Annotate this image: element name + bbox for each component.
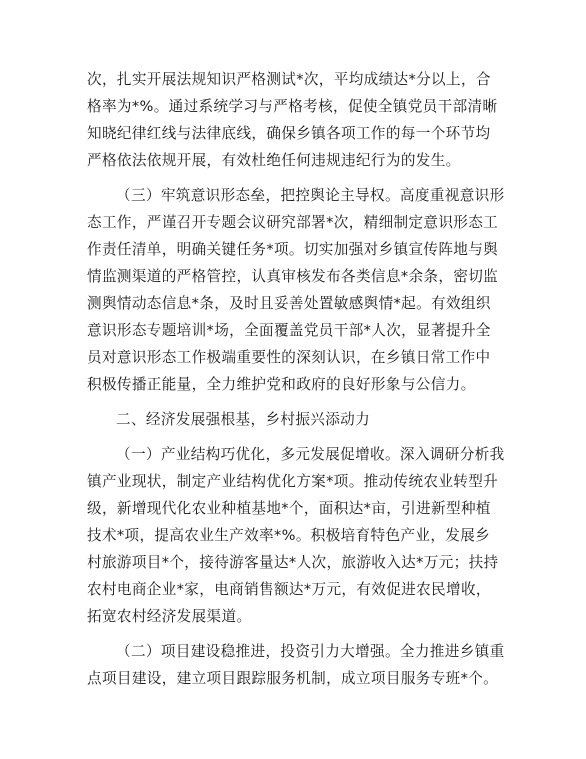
- paragraph-project-construction: （二）项目建设稳推进，投资引力大增强。全力推进乡镇重点项目建设，建立项目跟踪服务机制，成立项目服务专班*个。: [87, 643, 505, 687]
- paragraph-ideology-work: （三）牢筑意识形态垒，把控舆论主导权。高度重视意识形态工作，严谨召开专题会议研究部署*次，精细制定意识形态工作责任清单，明确关键任务*项。切实加强对乡镇宣传阵地与舆情监测渠道的严格管控，认真审核发布各类信息*余条，密切监测舆情动态信息*条，及时且妥善处置敏感舆情*起。有效组织意识形态专题培训*场，全面覆盖党员干部*人次，显著提升全员对意识形态工作极端重要性的深刻认识，在乡镇日常工作中积极传播正能量，全力维护党和政府的良好形象与公信力。: [87, 187, 505, 393]
- document-page: [87, 66, 505, 692]
- paragraph-industry-structure: （一）产业结构巧优化，多元发展促增收。深入调研分析我镇产业现状，制定产业结构优化方案*项。推动传统农业转型升级，新增现代化农业种植基地*个，面积达*亩，引进新型种植技术*项，提高农业生产效率*%。积极培育特色产业，发展乡村旅游项目*个，接待游客量达*人次，旅游收入达*万元；扶持农村电商企业*家，电商销售额达*万元，有效促进农民增收，拓宽农村经济发展渠道。: [87, 446, 505, 625]
- paragraph-intro-continued: 次，扎实开展法规知识严格测试*次，平均成绩达*分以上，合格率为*%。通过系统学习与严格考核，促使全镇党员干部清晰知晓纪律红线与法律底线，确保乡镇各项工作的每一个环节均严格依法依规开展，有效杜绝任何违规违纪行为的发生。: [87, 71, 498, 169]
- section-heading-economy: 二、经济发展强根基，乡村振兴添动力: [116, 411, 371, 428]
